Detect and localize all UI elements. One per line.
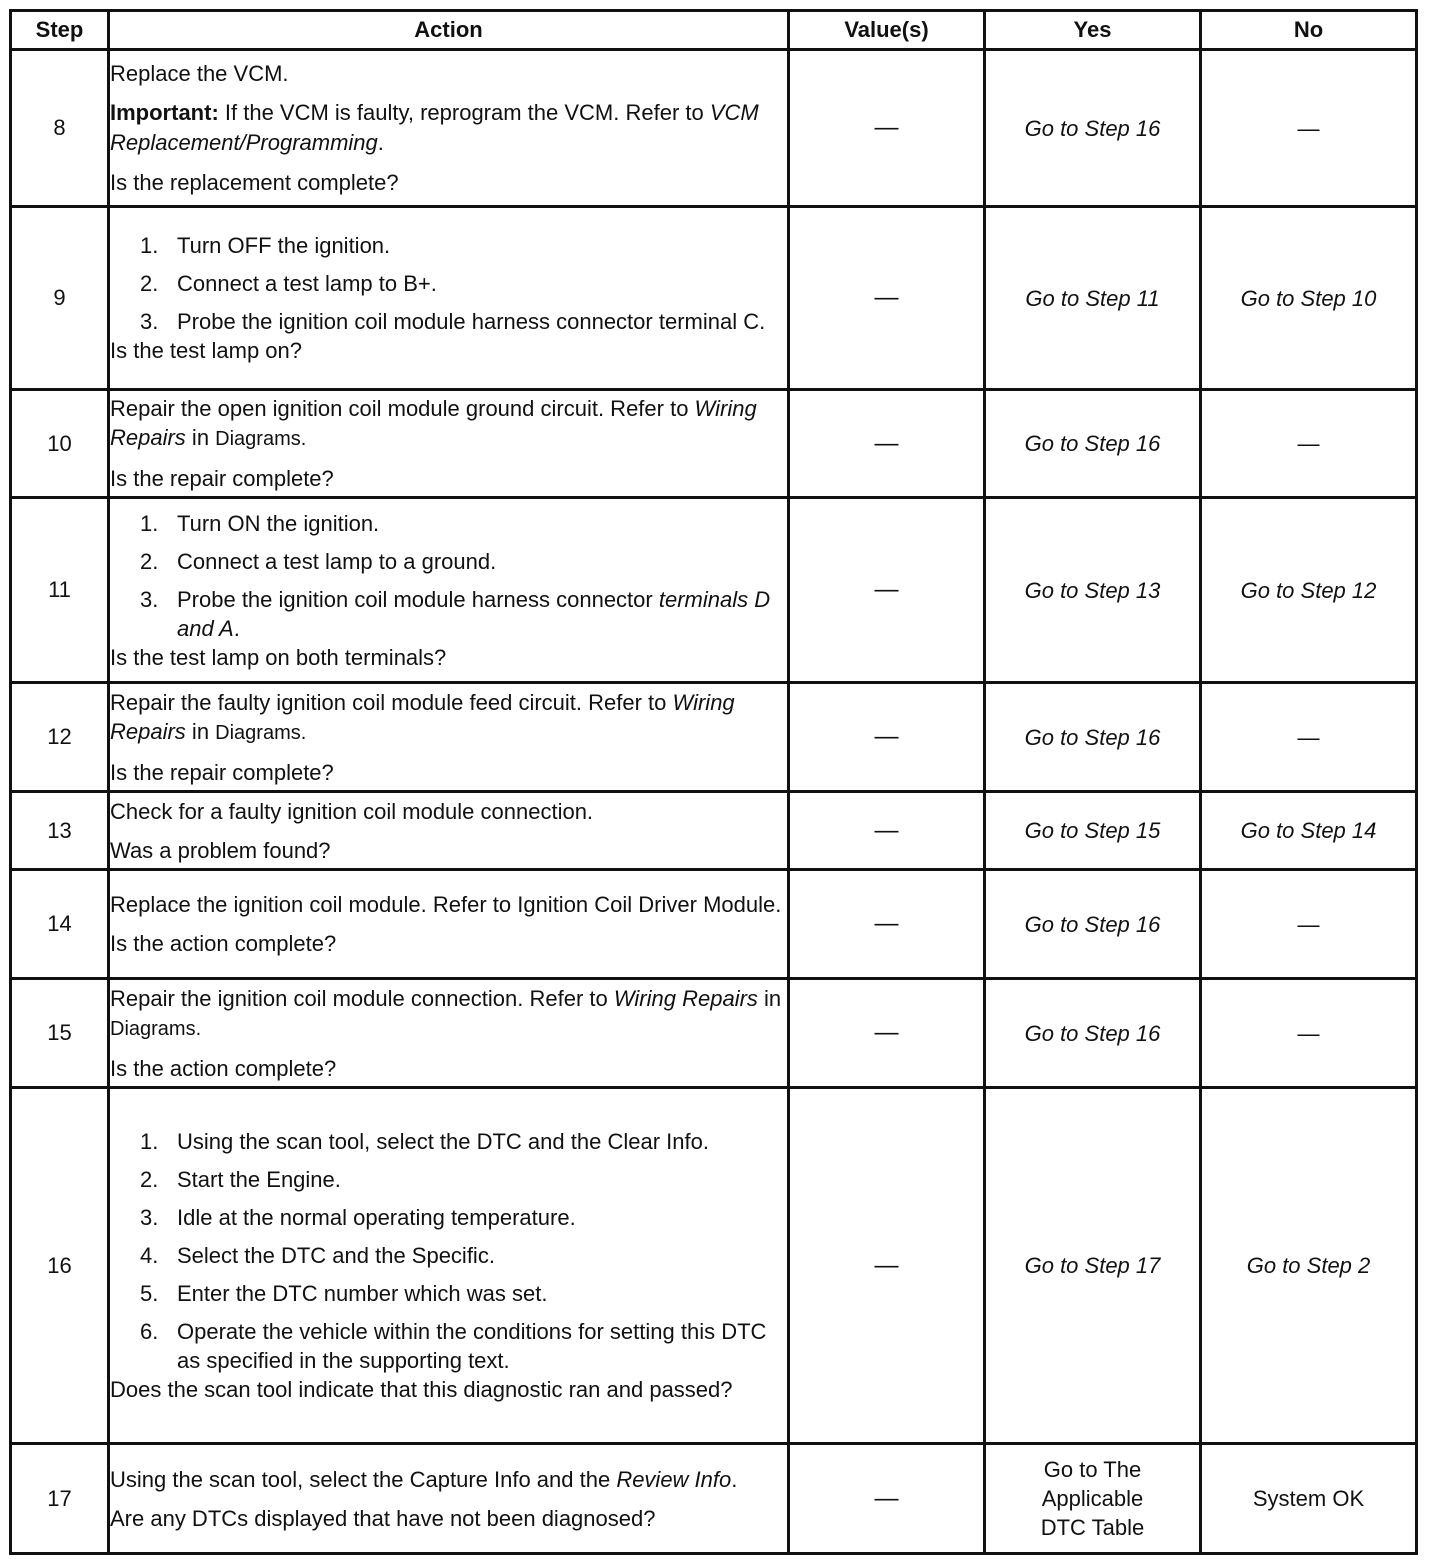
header-step: Step xyxy=(11,11,109,50)
action-cell xyxy=(109,792,789,870)
action-question: Was a problem found? xyxy=(110,837,331,863)
yes-cell: Go to Step 11 xyxy=(985,207,1201,390)
table-row xyxy=(11,979,1417,1088)
no-cell: Go to Step 12 xyxy=(1201,498,1417,683)
action-question: Is the replacement complete? xyxy=(110,170,399,195)
no-cell: System OK xyxy=(1201,1444,1417,1554)
action-question: Is the test lamp on? xyxy=(110,338,302,363)
list-number: 2. xyxy=(140,271,159,296)
action-question: Is the test lamp on both terminals? xyxy=(110,644,447,670)
list-text: Select the DTC and the Specific. xyxy=(177,1243,495,1268)
list-text: Connect a test lamp to B+. xyxy=(177,271,437,296)
list-number: 1. xyxy=(140,510,159,536)
action-cell xyxy=(109,1444,789,1554)
list-number: 3. xyxy=(140,1205,159,1230)
no-cell: — xyxy=(1201,870,1417,979)
no-cell: Go to Step 10 xyxy=(1201,207,1417,390)
action-question: Is the repair complete? xyxy=(110,759,334,785)
list-text: Operate the vehicle within the conditions for setting this DTC as specified in the supporting text. xyxy=(177,1319,767,1373)
action-ref: Wiring Repairs xyxy=(110,689,735,744)
list-number: 1. xyxy=(140,233,159,258)
list-text: Connect a test lamp to a ground. xyxy=(177,548,497,574)
list-item xyxy=(110,1317,787,1375)
action-question: Does the scan tool indicate that this diagnostic ran and passed? xyxy=(110,1377,733,1402)
list-number: 4. xyxy=(140,1243,159,1268)
list-number: 3. xyxy=(140,586,159,612)
value-cell: — xyxy=(789,50,985,207)
action-text-end: . xyxy=(731,1466,738,1492)
value-cell: — xyxy=(789,683,985,792)
no-cell: — xyxy=(1201,50,1417,207)
value-cell: — xyxy=(789,979,985,1088)
table-row xyxy=(11,683,1417,792)
list-text: Enter the DTC number which was set. xyxy=(177,1281,548,1306)
action-text xyxy=(110,394,787,454)
yes-cell: Go to Step 17 xyxy=(985,1088,1201,1444)
value-cell: — xyxy=(789,207,985,390)
action-question: Is the action complete? xyxy=(110,931,337,956)
step-number: 17 xyxy=(11,1444,109,1554)
step-number: 15 xyxy=(11,979,109,1088)
action-text-mid: in xyxy=(757,985,782,1011)
action-ref: Review Info xyxy=(616,1466,732,1492)
value-cell: — xyxy=(789,792,985,870)
table-row xyxy=(11,390,1417,498)
list-number: 3. xyxy=(140,309,159,334)
step-number: 8 xyxy=(11,50,109,207)
action-ref: Wiring Repairs xyxy=(110,396,757,450)
header-no: No xyxy=(1201,11,1417,50)
list-item xyxy=(110,509,787,538)
action-ref: Wiring Repairs xyxy=(613,985,758,1011)
action-text-tail: Diagrams. xyxy=(215,721,307,744)
step-number: 14 xyxy=(11,870,109,979)
action-text-tail: Diagrams. xyxy=(110,1017,202,1040)
action-text xyxy=(110,1465,787,1494)
action-cell xyxy=(109,979,789,1088)
list-text-end: . xyxy=(233,615,240,641)
action-text: Check for a faulty ignition coil module connection. xyxy=(110,798,594,824)
list-text: Probe the ignition coil module harness connector terminal C. xyxy=(177,309,766,334)
no-cell: — xyxy=(1201,979,1417,1088)
important-text: If the VCM is faulty, reprogram the VCM. Refer to xyxy=(218,100,710,125)
action-text-main: Using the scan tool, select the Capture Info and the xyxy=(110,1466,617,1492)
header-values: Value(s) xyxy=(789,11,985,50)
action-text-mid: in xyxy=(185,425,216,450)
no-cell: Go to Step 2 xyxy=(1201,1088,1417,1444)
yes-cell: Go to Step 16 xyxy=(985,979,1201,1088)
list-item xyxy=(110,1165,787,1194)
diagnostic-table xyxy=(9,9,1418,1555)
step-number: 10 xyxy=(11,390,109,498)
value-cell: — xyxy=(789,498,985,683)
action-text xyxy=(110,688,787,748)
table-row xyxy=(11,50,1417,207)
yes-cell: Go to Step 16 xyxy=(985,870,1201,979)
list-text-italic: terminals D and A xyxy=(177,586,771,641)
value-cell: — xyxy=(789,870,985,979)
list-text: Turn OFF the ignition. xyxy=(177,233,391,258)
value-cell: — xyxy=(789,390,985,498)
action-text-mid: in xyxy=(185,718,216,744)
list-item xyxy=(110,307,787,336)
table-row xyxy=(11,870,1417,979)
list-item xyxy=(110,1203,787,1232)
list-number: 2. xyxy=(140,1167,159,1192)
step-number: 9 xyxy=(11,207,109,390)
action-text-main: Repair the faulty ignition coil module feed circuit. Refer to xyxy=(110,689,673,715)
list-item xyxy=(110,1127,787,1156)
action-cell xyxy=(109,683,789,792)
important-note xyxy=(110,98,787,158)
action-list xyxy=(110,231,787,336)
action-question: Are any DTCs displayed that have not been diagnosed? xyxy=(110,1505,656,1531)
action-text: Replace the ignition coil module. Refer to Ignition Coil Driver Module. xyxy=(110,892,782,917)
table-row xyxy=(11,498,1417,683)
yes-cell: Go to Step 16 xyxy=(985,683,1201,792)
table-row xyxy=(11,1088,1417,1444)
important-label: Important: xyxy=(110,100,219,125)
action-cell xyxy=(109,207,789,390)
yes-cell xyxy=(985,1444,1201,1554)
list-item xyxy=(110,1279,787,1308)
action-text xyxy=(110,984,787,1044)
action-question: Is the action complete? xyxy=(110,1055,337,1081)
action-list xyxy=(110,1127,787,1375)
action-list xyxy=(110,509,787,643)
no-cell: — xyxy=(1201,390,1417,498)
header-action: Action xyxy=(109,11,789,50)
list-text: Idle at the normal operating temperature. xyxy=(177,1205,576,1230)
table-row xyxy=(11,1444,1417,1554)
no-cell: — xyxy=(1201,683,1417,792)
yes-text: Go to The Applicable DTC Table xyxy=(1040,1457,1145,1540)
yes-cell: Go to Step 13 xyxy=(985,498,1201,683)
step-number: 12 xyxy=(11,683,109,792)
list-number: 1. xyxy=(140,1129,159,1154)
yes-cell: Go to Step 16 xyxy=(985,390,1201,498)
action-cell xyxy=(109,50,789,207)
step-number: 13 xyxy=(11,792,109,870)
list-number: 6. xyxy=(140,1319,159,1344)
important-ref: VCM Replacement/Programming xyxy=(110,100,759,155)
action-text-tail: Diagrams. xyxy=(215,428,307,450)
list-text: Using the scan tool, select the DTC and the Clear Info. xyxy=(177,1129,709,1154)
no-cell: Go to Step 14 xyxy=(1201,792,1417,870)
action-cell xyxy=(109,1088,789,1444)
list-item xyxy=(110,1241,787,1270)
action-cell xyxy=(109,390,789,498)
table-row xyxy=(11,792,1417,870)
step-number: 11 xyxy=(11,498,109,683)
yes-cell: Go to Step 15 xyxy=(985,792,1201,870)
header-yes: Yes xyxy=(985,11,1201,50)
action-text: Replace the VCM. xyxy=(110,61,289,86)
yes-cell: Go to Step 16 xyxy=(985,50,1201,207)
list-text: Start the Engine. xyxy=(177,1167,341,1192)
action-text-main: Repair the ignition coil module connection. Refer to xyxy=(110,985,614,1011)
important-end: . xyxy=(377,130,384,155)
list-text: Probe the ignition coil module harness connector xyxy=(177,586,659,612)
action-cell xyxy=(109,498,789,683)
list-item xyxy=(110,547,787,576)
header-row xyxy=(11,11,1417,50)
table-row xyxy=(11,207,1417,390)
action-cell xyxy=(109,870,789,979)
value-cell: — xyxy=(789,1444,985,1554)
value-cell: — xyxy=(789,1088,985,1444)
step-number: 16 xyxy=(11,1088,109,1444)
action-text-main: Repair the open ignition coil module ground circuit. Refer to xyxy=(110,396,695,421)
list-number: 5. xyxy=(140,1281,159,1306)
list-number: 2. xyxy=(140,548,159,574)
list-item xyxy=(110,231,787,260)
list-text: Turn ON the ignition. xyxy=(177,510,380,536)
list-item xyxy=(110,269,787,298)
list-item xyxy=(110,585,787,643)
action-question: Is the repair complete? xyxy=(110,466,334,491)
